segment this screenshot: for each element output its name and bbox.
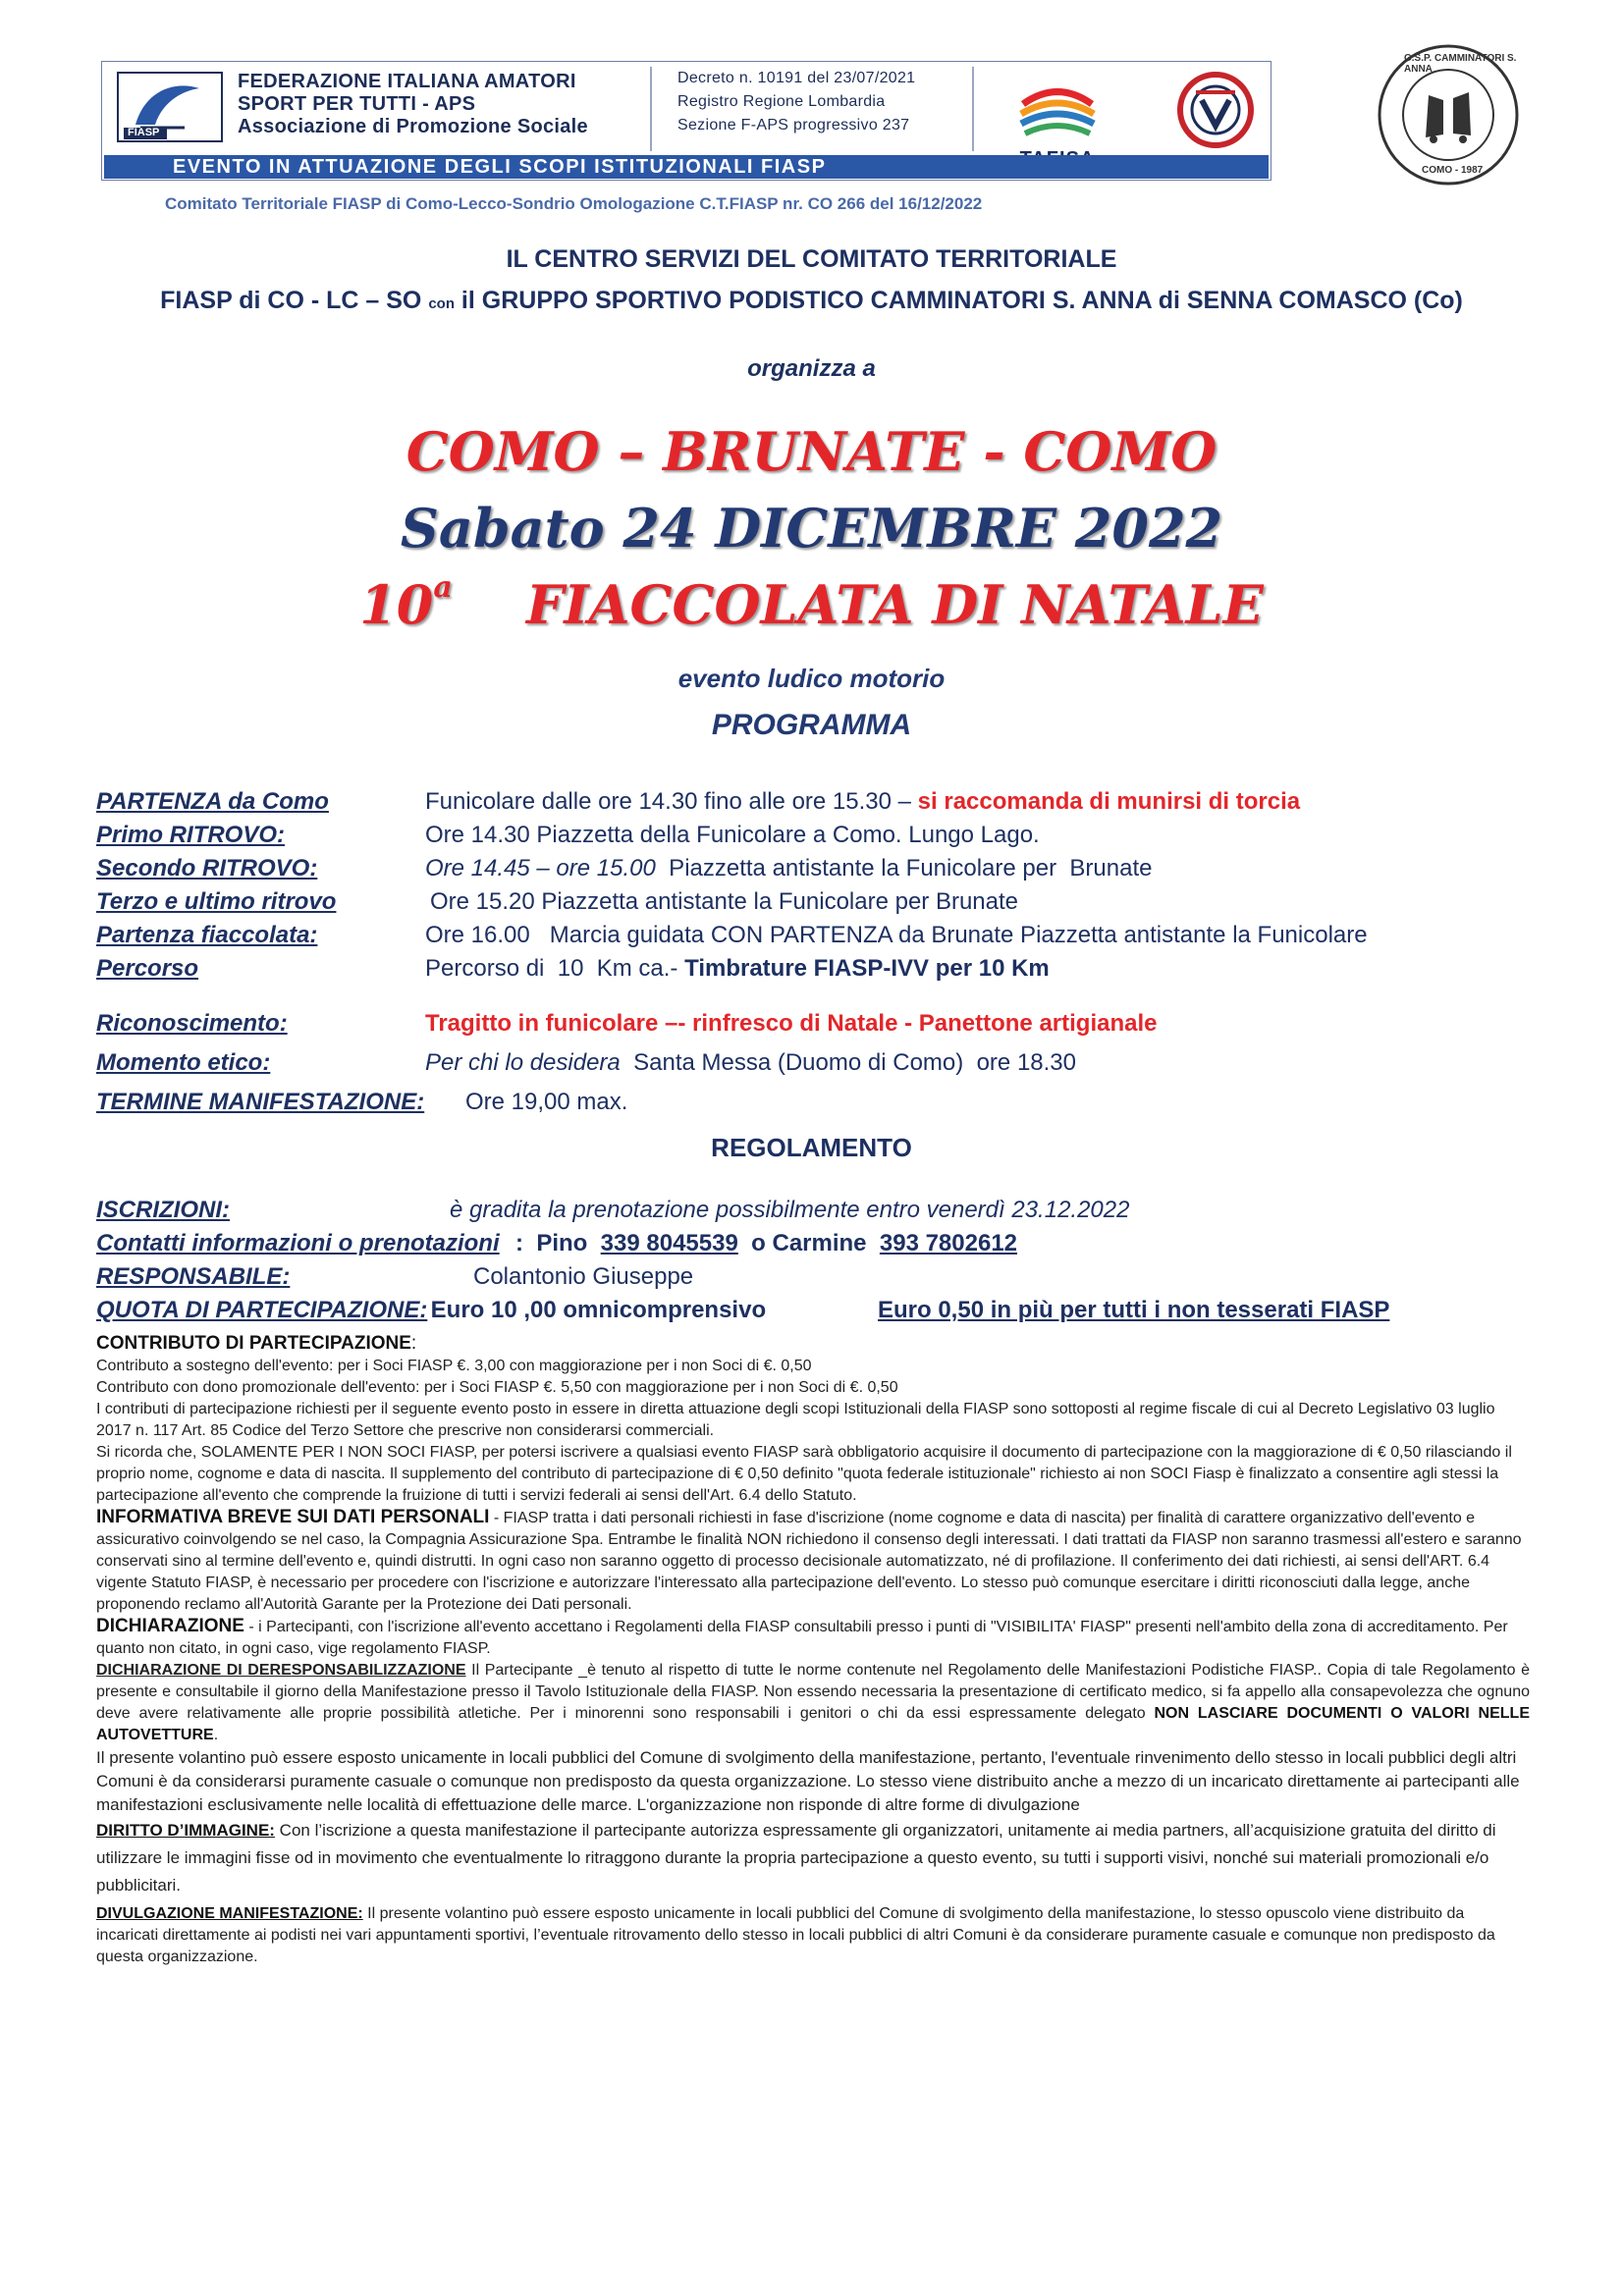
- program-value: [425, 954, 1050, 984]
- program-value-italic: Per chi lo desidera: [425, 1049, 621, 1076]
- informativa-title: INFORMATIVA BREVE SUI DATI PERSONALI: [96, 1507, 490, 1527]
- organizer-part-b: con: [428, 295, 455, 312]
- program-time: Ore 14.45 – ore 15.00: [425, 855, 656, 881]
- program-stamps: Timbrature FIASP-IVV per 10 Km: [684, 955, 1050, 982]
- program-label: Secondo RITROVO:: [96, 855, 318, 881]
- tafisa-logo: [1003, 75, 1111, 167]
- divulgazione-paragraph: [96, 1903, 1530, 1968]
- rule-label: RESPONSABILE:: [96, 1263, 291, 1290]
- program-label: Terzo e ultimo ritrovo: [96, 888, 337, 915]
- deresponsabilizzazione-paragraph: [96, 1660, 1530, 1746]
- contributo-line: Contributo a sostegno dell'evento: per i Soci FIASP €. 3,00 con maggiorazione per i non Soci di €. 0,50: [96, 1358, 812, 1374]
- rule-value: Colantonio Giuseppe: [473, 1263, 694, 1290]
- contributo-line: I contributi di partecipazione richiesti per il seguente evento posto in essere in diretta attuazione degli scopi Istituzionali della FIASP sono sottoposti al regime fiscale di cui al Decreto Legislativo 03 luglio 2017 n. 117 Art. 85 Codice del Terzo Settore che prescrive non considerarsi commerciali.: [96, 1401, 1495, 1439]
- contributo-line: Contributo con dono promozionale dell'evento: per i Soci FIASP €. 5,50 con maggiorazione per i non Soci di €. 0,50: [96, 1379, 898, 1396]
- federation-line-2: SPORT PER TUTTI - APS: [238, 93, 476, 115]
- dichiarazione-paragraph: [96, 1616, 1530, 1660]
- informativa-text: - FIASP tratta i dati personali richiesti in fase d'iscrizione (nome cognome e data di nascita) per finalità di carattere organizzativo dell'evento e assicurativo coinvolgendo se nel caso, la Compagnia Assicurazione Spa. Entrambe le finalità NON richiedono il consenso degli interessati. I dati trattati da FIASP non saranno trasmessi all'estero e saranno conservati sino al termine dell'evento e, quindi distrutti. In ogni caso non saranno oggetto di processo decisionale automatizzato, né di profilazione. Il conferimento dei dati richiesti, ai sensi dell'ART. 6.4 vigente Statuto FIASP, è necessario per procedere con l'iscrizione e autorizzare l'interessato alla partecipazione dell'evento. Lo stesso può comunque esercitare i diritti riconosciuti dalla legge, anche proponendo reclamo all'Autorità Garante per la Protezione dei Dati personali.: [96, 1510, 1522, 1613]
- event-route-title: COMO – BRUNATE - COMO: [406, 420, 1217, 483]
- diritto-text: Con l’iscrizione a questa manifestazione il partecipante autorizza espressamente gli organizzatori, unitamente ai media partners, all’acquisizione gratuita del diritto di utilizzare le immagini fisse od in movimento che eventualmente lo ritraggono durante la propria partecipazione a questo evento, su tutti i supporti visivi, nonché sui materiali promozionali e/o pubblicitari.: [96, 1821, 1496, 1895]
- program-value: Ore 19,00 max.: [465, 1089, 628, 1115]
- club-logo-text: G.S.P. CAMMINATORI S. ANNA: [1404, 53, 1517, 75]
- event-date-title: Sabato 24 DICEMBRE 2022: [400, 497, 1223, 560]
- rule-value: [515, 1229, 1017, 1258]
- deresp-end: .: [213, 1727, 219, 1743]
- federation-name: [238, 71, 650, 138]
- decree-line-3: Sezione F-APS progressivo 237: [677, 117, 910, 133]
- rule-label: QUOTA DI PARTECIPAZIONE:: [96, 1297, 428, 1323]
- program-label: TERMINE MANIFESTAZIONE:: [96, 1089, 425, 1115]
- comitato-line: Comitato Territoriale FIASP di Como-Lecco-Sondrio Omologazione C.T.FIASP nr. CO 266 del 16/12/2022: [165, 194, 983, 213]
- event-name: FIACCOLATA DI NATALE: [452, 573, 1264, 636]
- contributo-line: Si ricorda che, SOLAMENTE PER I NON SOCI FIASP, per potersi iscrivere a qualsiasi evento FIASP sarà obbligatorio acquisire il documento di partecipazione con la maggiorazione di € 0,50 rilasciando il proprio nome, cognome e data di nascita. Il supplemento del contributo di partecipazione di € 0,50 definito "quota federale istituzionale" richiesto ai non SOCI Fiasp è finalizzato a consentire agli stessi la partecipazione all'evento che comprende la fruizione di tutti i servizi federali ai sensi dell'Art. 6.4 dello Statuto.: [96, 1444, 1512, 1504]
- divulgazione-text: Il presente volantino può essere esposto unicamente in locali pubblici del Comune di svolgimento della manifestazione, lo stesso opuscolo viene distribuito da incaricati direttamente ai podisti nei vari appuntamenti sportivi, l’eventuale ritrovamento dello stesso in locali pubblici di altri Comuni è da considerare puramente casuale e comunque non predisposto da questa organizzazione.: [96, 1905, 1495, 1965]
- diritto-paragraph: [96, 1817, 1530, 1899]
- rule-extra-fee: Euro 0,50 in più per tutti i non tesserati FIASP: [878, 1297, 1390, 1323]
- program-value: [425, 787, 1300, 817]
- deresp-text: Il Partecipante _è tenuto al rispetto di tutte le norme contenute nel Regolamento delle Manifestazioni Podistiche FIASP.. Copia di tale Regolamento è presente e consultabile il giorno della Manifestazione presso il Tavolo Istituzionale della FIASP. Non essendo necessaria la presentazione di certificato medico, si fa appello alla consapevolezza che ognuno deve avere relativamente alle proprie possibilità atletiche. Per i minorenni sono responsabili i genitori o chi da essi espressamente delegato: [96, 1662, 1531, 1722]
- contact-prefix: : Pino: [515, 1230, 601, 1256]
- dichiarazione-text: - i Partecipanti, con l'iscrizione all'evento accettano i Regolamenti della FIASP consultabili presso i punti di "VISIBILITA' FIASP" presenti nell'ambito della zona di accreditamento. Per quanto non citato, in ogni caso, vige regolamento FIASP.: [96, 1619, 1508, 1657]
- contributo-title: CONTRIBUTO DI PARTECIPAZIONE: [96, 1333, 411, 1354]
- program-label: Percorso: [96, 955, 199, 982]
- deresp-title: DICHIARAZIONE DI DERESPONSABILIZZAZIONE: [96, 1662, 466, 1679]
- program-value: Ore 16.00 Marcia guidata CON PARTENZA da Brunate Piazzetta antistante la Funicolare: [425, 922, 1368, 948]
- club-logo: [1375, 41, 1522, 188]
- edition-superscript: a: [433, 570, 453, 605]
- decree-info: [650, 67, 974, 151]
- program-value: [425, 854, 1152, 883]
- dichiarazione-title: DICHIARAZIONE: [96, 1616, 244, 1636]
- federation-line-3: Associazione di Promozione Sociale: [238, 116, 588, 137]
- contributo-section: CONTRIBUTO DI PARTECIPAZIONE: Contributo a sostegno dell'evento: per i Soci FIASP €. 3,00 con maggiorazione per i non Soci di €. 0,50 Contributo con dono promozionale dell'evento: per i Soci FIASP €. 5,50 con maggiorazione per i non Soci di €. 0,50 I contributi di partecipazione richiesti per il seguente evento posto in essere in diretta attuazione degli scopi Istituzionali della FIASP sono sottoposti al regime fiscale di cui al Decreto Legislativo 03 luglio 2017 n. 117 Art. 85 Codice del Terzo Settore che prescrive non considerarsi commerciali. Si ricorda che, SOLAMENTE PER I NON SOCI FIASP, per potersi iscrivere a qualsiasi evento FIASP sarà obbligatorio acquisire il documento di partecipazione con la maggiorazione di € 0,50 rilasciando il proprio nome, cognome e data di nascita. Il supplemento del contributo di partecipazione di € 0,50 definito "quota federale istituzionale" richiesto ai non SOCI Fiasp è finalizzato a consentire agli stessi la partecipazione all'evento che comprende la fruizione di tutti i servizi federali ai sensi dell'Art. 6.4 dello Statuto. INFORMATIVA BREVE SUI DATI PERSONALI - FIASP tratta i dati personali richiesti in fase d'iscrizione (nome cognome e data di nascita) per finalità di carattere organizzativo dell'evento e assicurativo coinvolgendo se nel caso, la Compagnia Assicurazione Spa. Entrambe le finalità NON richiedono il consenso degli interessati. I dati trattati da FIASP non saranno trasmessi all'estero e saranno conservati sino al termine dell'evento e, quindi distrutti. In ogni caso non saranno oggetto di processo decisionale automatizzato, né di profilazione. Il conferimento dei dati richiesti, ai sensi dell'ART. 6.4 vigente Statuto FIASP, è necessario per procedere con l'iscrizione e autorizzare l'interessato alla partecipazione dell'evento. Lo stesso può comunque esercitare i diritti riconosciuti dalla legge, anche proponendo reclamo all'Autorità Garante per la Protezione dei Dati personali. DICHIARAZIONE - i Partecipanti, con l'iscrizione all'evento accettano i Regolamenti della FIASP consultabili presso i punti di "VISIBILITA' FIASP" presenti nell'ambito della zona di accreditamento. Per quanto non citato, in ogni caso, vige regolamento FIASP. DICHIARAZIONE DI DERESPONSABILIZZAZIONE Il Partecipante _è tenuto al rispetto di tutte le norme contenute nel Regolamento delle Manifestazioni Podistiche FIASP.. Copia di tale Regolamento è presente e consultabile il giorno della Manifestazione presso il Tavolo Istituzionale della FIASP. Non essendo necessaria la presentazione di certificato medico, si fa appello alla consapevolezza che ognuno deve avere relativamente alle proprie possibilità atletiche. Per i minorenni sono responsabili i genitori o chi da essi espressamente delegato NON LASCIARE DOCUMENTI O VALORI NELLE AUTOVETTURE. Il presente volantino può essere esposto unicamente in locali pubblici del Comune di svolgimento della manifestazione, pertanto, l'eventuale rinvenimento dello stesso in locali pubblici degli altri Comuni è da considerarsi puramente casuale o comunque non predisposto da questa organizzazione. Lo stesso viene distribuito anche a mezzo di un incaricato direttamente ai partecipanti alle manifestazioni esclusivamente nelle località di effettuazione delle marce. L'organizzazione non risponde di altre forme di divulgazione DIRITTO D’IMMAGINE: Con l’iscrizione a questa manifestazione il partecipante autorizza espressamente gli organizzatori, unitamente ai media partners, all’acquisizione gratuita del diritto di utilizzare le immagini fisse od in movimento che eventualmente lo ritraggono durante la propria partecipazione a questo evento, su tutti i supporti visivi, nonché sui materiali promozionali e/o pubblicitari. DIVULGAZIONE MANIFESTAZIONE: Il presente volantino può essere esposto unicamente in locali pubblici del Comune di svolgimento della manifestazione, lo stesso opuscolo viene distribuito da incaricati direttamente ai podisti nei vari appuntamenti sportivi, l’eventuale ritrovamento dello stesso in locali pubblici di altri Comuni è da considerare puramente casuale e comunque non predisposto da questa organizzazione.: [96, 1333, 1530, 1968]
- program-value-text: Piazzetta antistante la Funicolare per Brunate: [655, 855, 1153, 881]
- banner-strip-text: EVENTO IN ATTUAZIONE DEGLI SCOPI ISTITUZIONALI FIASP: [173, 156, 827, 178]
- organizer-line: [0, 287, 1623, 315]
- program-label: Momento etico:: [96, 1049, 271, 1076]
- centro-servizi: IL CENTRO SERVIZI DEL COMITATO TERRITORIALE: [506, 245, 1117, 273]
- programma-heading: PROGRAMMA: [711, 709, 912, 741]
- program-value-text: Santa Messa (Duomo di Como) ore 18.30: [620, 1049, 1076, 1076]
- contact-phone-carmine[interactable]: 393 7802612: [879, 1230, 1018, 1256]
- event-type: evento ludico motorio: [677, 664, 946, 693]
- program-value-text: Percorso di 10 Km ca.-: [425, 955, 685, 982]
- deresp-warning: NON LASCIARE DOCUMENTI O VALORI NELLE AUTOVETTURE: [96, 1705, 1530, 1743]
- program-label: Partenza fiaccolata:: [96, 922, 318, 948]
- decree-line-1: Decreto n. 10191 del 23/07/2021: [677, 70, 916, 86]
- contact-middle: o Carmine: [737, 1230, 880, 1256]
- program-value: [425, 1048, 1076, 1078]
- event-name-title: [0, 570, 1623, 636]
- program-label: Primo RITROVO:: [96, 822, 286, 848]
- program-label: Riconoscimento:: [96, 1010, 288, 1037]
- informativa-paragraph: [96, 1507, 1530, 1616]
- program-label: PARTENZA da Como: [96, 788, 329, 815]
- fiasp-logo: [116, 71, 224, 143]
- program-value: Tragitto in funicolare –- rinfresco di Natale - Panettone artigianale: [425, 1010, 1158, 1037]
- contact-phone-pino[interactable]: 339 8045539: [600, 1230, 738, 1256]
- regolamento-heading: REGOLAMENTO: [711, 1133, 912, 1162]
- club-logo-year: COMO - 1987: [1422, 165, 1484, 176]
- organizer-part-c: il GRUPPO SPORTIVO PODISTICO CAMMINATORI S. ANNA di SENNA COMASCO (Co): [454, 287, 1463, 314]
- organizza-label: organizza a: [747, 355, 876, 382]
- rule-value: Euro 10 ,00 omnicomprensivo: [424, 1297, 767, 1323]
- diritto-title: DIRITTO D’IMMAGINE:: [96, 1821, 275, 1840]
- federation-line-1: FEDERAZIONE ITALIANA AMATORI: [238, 71, 576, 92]
- program-value: Ore 15.20 Piazzetta antistante la Funicolare per Brunate: [430, 888, 1019, 915]
- program-warning: si raccomanda di munirsi di torcia: [917, 788, 1301, 815]
- ivv-logo: [1166, 71, 1265, 149]
- divulgazione-title: DIVULGAZIONE MANIFESTAZIONE:: [96, 1905, 363, 1922]
- program-value-text: Funicolare dalle ore 14.30 fino alle ore 15.30 –: [425, 788, 918, 815]
- rule-label: ISCRIZIONI:: [96, 1197, 230, 1223]
- rule-label: Contatti informazioni o prenotazioni: [96, 1230, 500, 1256]
- program-value: Ore 14.30 Piazzetta della Funicolare a Como. Lungo Lago.: [425, 822, 1040, 848]
- decree-line-2: Registro Regione Lombardia: [677, 93, 886, 110]
- fiasp-logo-text: FIASP: [128, 127, 160, 138]
- banner-strip: [104, 155, 1269, 179]
- rule-value: è gradita la prenotazione possibilmente entro venerdì 23.12.2022: [450, 1197, 1130, 1223]
- organizer-part-a: FIASP di CO - LC – SO: [160, 287, 429, 314]
- edition-number: 10: [359, 573, 434, 636]
- volantino-paragraph: Il presente volantino può essere esposto unicamente in locali pubblici del Comune di svolgimento della manifestazione, pertanto, l'eventuale rinvenimento dello stesso in locali pubblici degli altri Comuni è da considerarsi puramente casuale o comunque non predisposto da questa organizzazione. Lo stesso viene distribuito anche a mezzo di un incaricato direttamente ai partecipanti alle manifestazioni esclusivamente nelle località di effettuazione delle marce. L'organizzazione non risponde di altre forme di divulgazione: [96, 1748, 1520, 1814]
